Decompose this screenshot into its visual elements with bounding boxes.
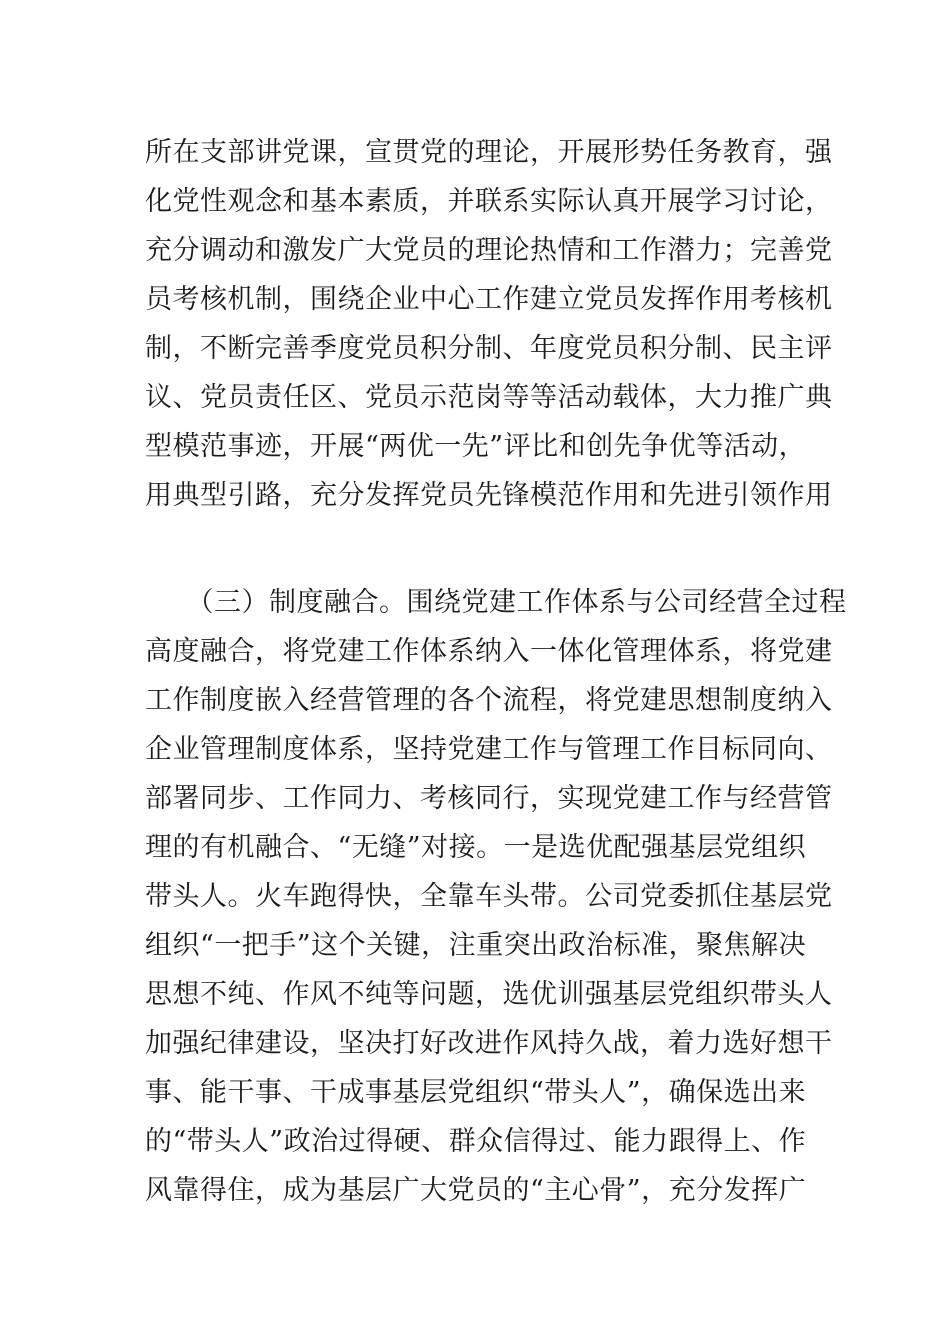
text-line: 用典型引路，充分发挥党员先锋模范作用和先进引领作用 — [145, 480, 833, 511]
text-line: 高度融合，将党建工作体系纳入一体化管理体系，将党建 — [145, 636, 833, 667]
text-line: 工作制度嵌入经营管理的各个流程，将党建思想制度纳入 — [145, 685, 833, 716]
text-line: 带头人。火车跑得快，全靠车头带。公司党委抓住基层党 — [145, 881, 833, 912]
text-line: 员考核机制，围绕企业中心工作建立党员发挥作用考核机 — [145, 284, 833, 315]
text-line: 化党性观念和基本素质，并联系实际认真开展学习讨论， — [145, 186, 833, 217]
text-line: 所在支部讲党课，宣贯党的理论，开展形势任务教育，强 — [145, 137, 833, 168]
text-line: 部署同步、工作同力、考核同行，实现党建工作与经营管 — [145, 783, 833, 814]
text-line: 企业管理制度体系，坚持党建工作与管理工作目标同向、 — [145, 734, 833, 765]
text-line: 型模范事迹，开展“两优一先”评比和创先争优等活动， — [145, 431, 807, 462]
text-line: 充分调动和激发广大党员的理论热情和工作潜力；完善党 — [145, 235, 833, 266]
paragraph-party-education — [145, 128, 833, 520]
text-line: 议、党员责任区、党员示范岗等等活动载体，大力推广典 — [145, 382, 833, 413]
text-line: 的“带头人”政治过得硬、群众信得过、能力跟得上、作 — [145, 1126, 807, 1157]
text-line: （三）制度融合。围绕党建工作体系与公司经营全过程 — [145, 587, 847, 618]
text-line: 思想不纯、作风不纯等问题，选优训强基层党组织带头人 — [145, 979, 833, 1010]
text-line: 风靠得住，成为基层广大党员的“主心骨”，充分发挥广 — [145, 1175, 807, 1206]
paragraph-system-integration — [145, 578, 847, 1215]
text-line: 组织“一把手”这个关键，注重突出政治标准，聚焦解决 — [145, 930, 807, 961]
text-line: 制，不断完善季度党员积分制、年度党员积分制、民主评 — [145, 333, 833, 364]
text-line: 理的有机融合、“无缝”对接。一是选优配强基层党组织 — [145, 832, 807, 863]
text-line: 事、能干事、干成事基层党组织“带头人”，确保选出来 — [145, 1077, 807, 1108]
text-line: 加强纪律建设，坚决打好改进作风持久战，着力选好想干 — [145, 1028, 833, 1059]
